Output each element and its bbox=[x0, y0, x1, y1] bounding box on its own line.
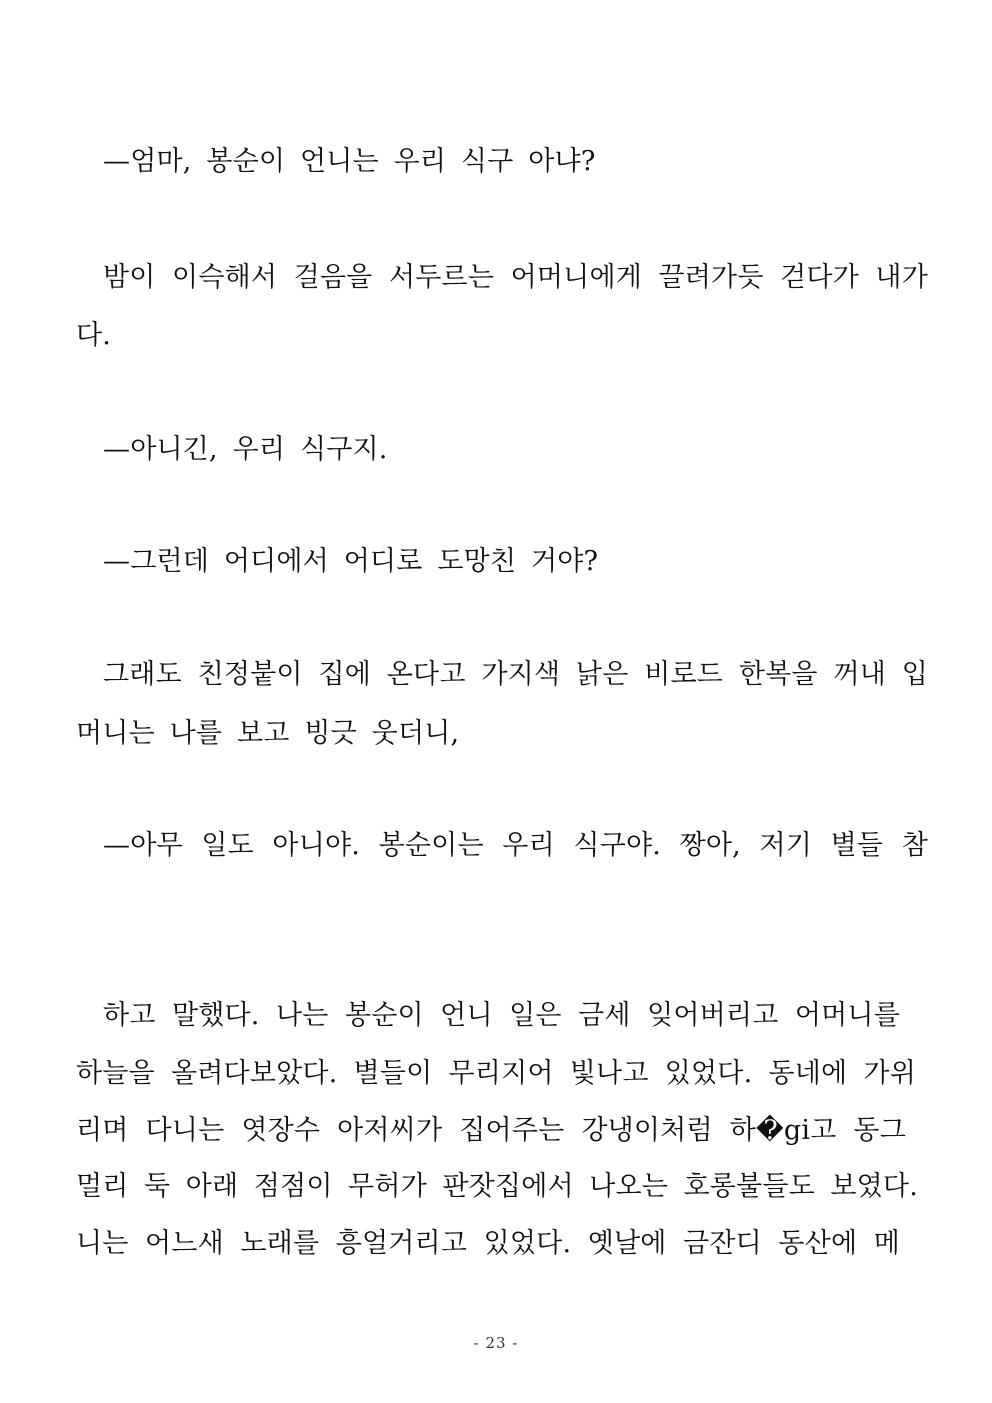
paragraph-line: 다. bbox=[76, 320, 112, 351]
paragraph-line: 하늘을 올려다보았다. 별들이 무리지어 빛나고 있었다. 동네에 가위 bbox=[76, 1058, 916, 1089]
paragraph-line: 하고 말했다. 나는 봉순이 언니 일은 금세 잊어버리고 어머니를 bbox=[103, 1000, 900, 1031]
paragraph-line: 그래도 친정붙이 집에 온다고 가지색 낡은 비로드 한복을 꺼내 입 bbox=[103, 659, 928, 690]
paragraph-line: 니는 어느새 노래를 흥얼거리고 있었다. 옛날에 금잔디 동산에 메 bbox=[76, 1228, 900, 1259]
dialogue-line: —아무 일도 아니야. 봉순이는 우리 식구야. 짱아, 저기 별들 참 bbox=[103, 830, 928, 861]
paragraph-line: 밤이 이슥해서 걸음을 서두르는 어머니에게 끌려가듯 걷다가 내가 bbox=[103, 262, 928, 293]
dialogue-line: —엄마, 봉순이 언니는 우리 식구 아냐? bbox=[103, 146, 596, 177]
dialogue-line: —아니긴, 우리 식구지. bbox=[103, 434, 388, 465]
paragraph-line: 머니는 나를 보고 빙긋 웃더니, bbox=[76, 718, 460, 749]
paragraph-line: 리며 다니는 엿장수 아저씨가 집어주는 강냉이처럼 하�gi고 동그 bbox=[76, 1115, 906, 1146]
page-number: - 23 - bbox=[473, 1334, 519, 1352]
dialogue-line: —그런데 어디에서 어디로 도망친 거야? bbox=[103, 546, 599, 577]
paragraph-line: 멀리 둑 아래 점점이 무허가 판잣집에서 나오는 호롱불들도 보였다. bbox=[76, 1171, 918, 1202]
